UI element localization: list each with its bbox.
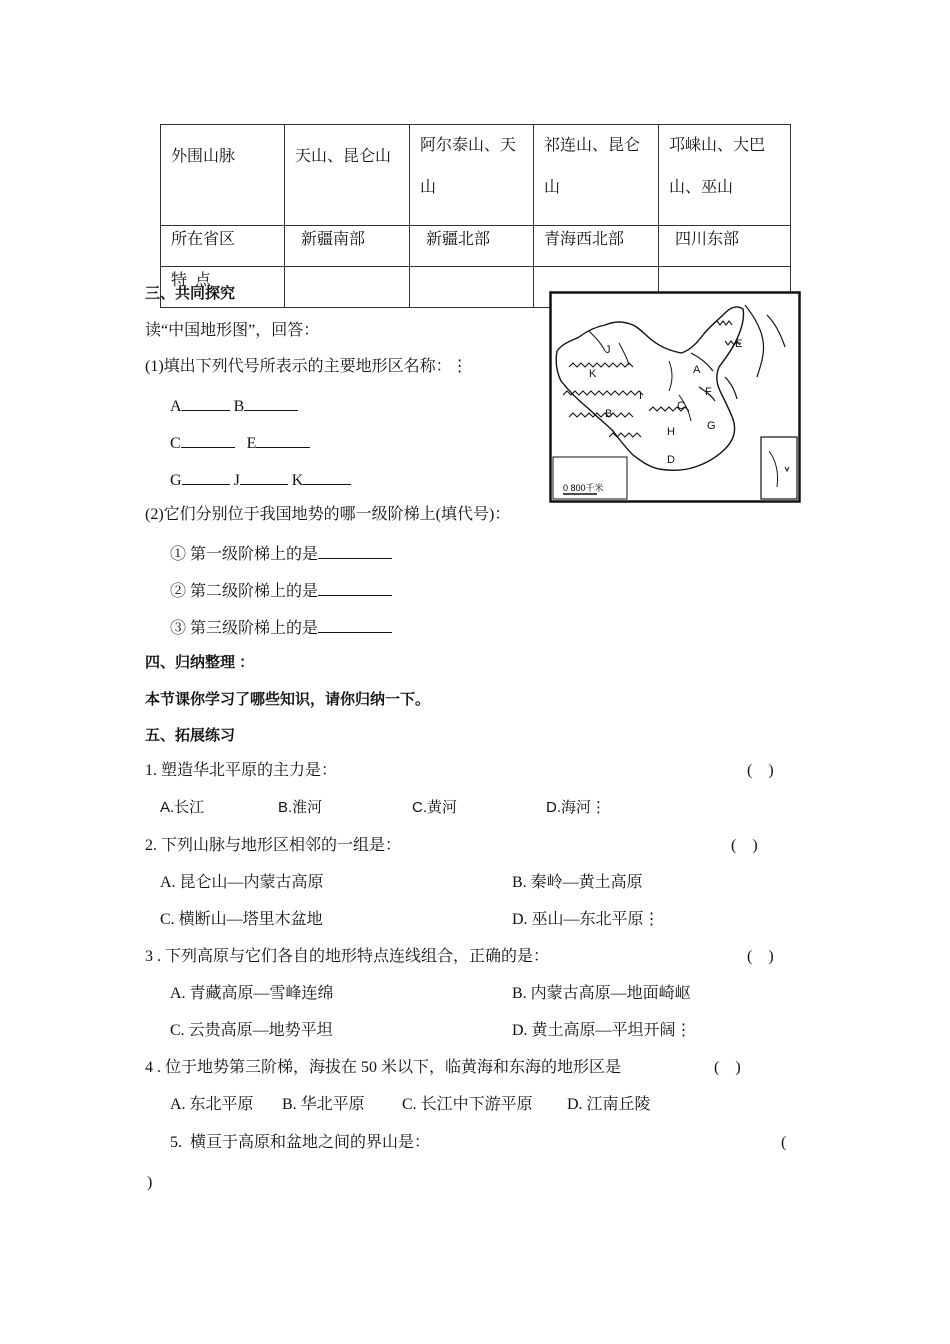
table-cell: 新疆南部	[285, 226, 410, 267]
step-line	[170, 616, 392, 639]
question-stem: 1. 塑造华北平原的主力是：	[145, 762, 338, 779]
table-cell: 四川东部	[659, 226, 791, 267]
blank-label: K	[291, 472, 304, 489]
option[interactable]: B. 华北平原	[282, 1096, 365, 1113]
blank-label: G	[170, 472, 182, 489]
intro-text: 读“中国地形图”，回答：	[145, 322, 320, 339]
answer-blank[interactable]	[182, 394, 230, 411]
blank-label: A	[170, 398, 182, 415]
map-label-b: B	[605, 408, 613, 420]
map-label-k: K	[589, 368, 597, 380]
answer-blank[interactable]	[318, 542, 392, 559]
table-cell: 所在省区	[161, 226, 285, 267]
map-label-c: C	[677, 400, 685, 412]
answer-blank[interactable]	[318, 579, 392, 596]
table-row	[161, 125, 791, 226]
step-label: ① 第一级阶梯上的是	[170, 546, 319, 563]
question-text: (1)填出下列代号所表示的主要地形区名称：⋮	[145, 358, 468, 375]
table-cell: 新疆北部	[410, 226, 534, 267]
table-cell: 邛崃山、大巴山、巫山	[659, 125, 791, 226]
question-stem: 4 . 位于地势第三阶梯，海拔在 50 米以下，临黄海和东海的地形区是	[145, 1059, 622, 1076]
question-stem: 5. 横亘于高原和盆地之间的界山是：	[170, 1134, 431, 1151]
answer-blank[interactable]	[240, 468, 288, 485]
map-label-g: G	[707, 420, 716, 432]
table-cell: 阿尔泰山、天山	[410, 125, 534, 226]
option[interactable]: C. 横断山—塔里木盆地	[160, 911, 323, 928]
option[interactable]: C. 云贵高原—地势平坦	[170, 1022, 333, 1039]
table-cell: 外围山脉	[161, 125, 285, 226]
option[interactable]: B.淮河	[278, 799, 323, 816]
map-label-i: I	[639, 390, 643, 402]
step-label: ② 第二级阶梯上的是	[170, 583, 319, 600]
scale-label: 0 800千米	[563, 483, 604, 493]
option[interactable]: C. 长江中下游平原	[402, 1096, 533, 1113]
section-heading: 四、归纳整理 ：	[145, 654, 255, 671]
question-stem: 2. 下列山脉与地形区相邻的一组是：	[145, 837, 402, 854]
china-terrain-map	[549, 291, 801, 503]
option[interactable]: D. 巫山—东北平原⋮	[512, 911, 660, 928]
option[interactable]: D. 江南丘陵	[567, 1096, 651, 1113]
answer-blank[interactable]	[181, 431, 235, 448]
blank-line	[170, 468, 351, 491]
map-label-d: D	[667, 454, 675, 466]
section-heading: 三、共同探究	[145, 285, 236, 302]
option[interactable]: B. 秦岭—黄土高原	[512, 874, 643, 891]
answer-blank[interactable]	[303, 468, 351, 485]
answer-blank[interactable]	[318, 616, 392, 633]
table-cell: 祁连山、昆仑山	[534, 125, 659, 226]
answer-paren[interactable]: ( )	[714, 1059, 741, 1076]
summary-prompt: 本节课你学习了哪些知识，请你归纳一下。	[145, 691, 431, 708]
option[interactable]: D. 黄土高原—平坦开阔⋮	[512, 1022, 692, 1039]
option[interactable]: A.长江	[160, 799, 205, 816]
question-stem: 3 . 下列高原与它们各自的地形特点连线组合，正确的是：	[145, 948, 550, 965]
table-cell: 特 点	[161, 267, 285, 308]
map-label-f: F	[705, 386, 712, 398]
table-cell: 青海西北部	[534, 226, 659, 267]
answer-blank[interactable]	[182, 468, 230, 485]
mountain-table	[160, 124, 791, 308]
map-label-a: A	[693, 364, 701, 376]
question-text: (2)它们分别位于我国地势的哪一级阶梯上(填代号)：	[145, 506, 511, 523]
option[interactable]: C.黄河	[412, 799, 458, 816]
answer-paren[interactable]: ( )	[747, 762, 774, 779]
map-label-j: J	[605, 344, 611, 356]
step-line	[170, 542, 392, 565]
blank-label: E	[246, 435, 257, 452]
blank-label: C	[170, 435, 181, 452]
map-label-h: H	[667, 426, 675, 438]
table-cell: 天山、昆仑山	[285, 125, 410, 226]
step-label: ③ 第三级阶梯上的是	[170, 620, 319, 637]
blank-line	[170, 394, 298, 417]
option[interactable]: B. 内蒙古高原—地面崎岖	[512, 985, 691, 1002]
map-label-e: E	[735, 338, 743, 350]
table-cell	[285, 267, 410, 308]
step-line	[170, 579, 392, 602]
answer-paren[interactable]: ( )	[747, 948, 774, 965]
blank-line	[170, 431, 310, 454]
option[interactable]: D.海河⋮	[546, 799, 607, 816]
answer-blank[interactable]	[256, 431, 310, 448]
answer-paren-close[interactable]: )	[147, 1174, 153, 1191]
table-cell	[410, 267, 534, 308]
table-row	[161, 226, 791, 267]
blank-label: B	[233, 398, 245, 415]
answer-paren-open[interactable]: (	[781, 1134, 787, 1151]
option[interactable]: A. 昆仑山—内蒙古高原	[160, 874, 324, 891]
section-heading: 五、拓展练习	[145, 727, 236, 744]
option[interactable]: A. 东北平原	[170, 1096, 254, 1113]
option[interactable]: A. 青藏高原—雪峰连绵	[170, 985, 334, 1002]
blank-label: J	[233, 472, 240, 489]
answer-paren[interactable]: ( )	[731, 837, 758, 854]
answer-blank[interactable]	[244, 394, 298, 411]
